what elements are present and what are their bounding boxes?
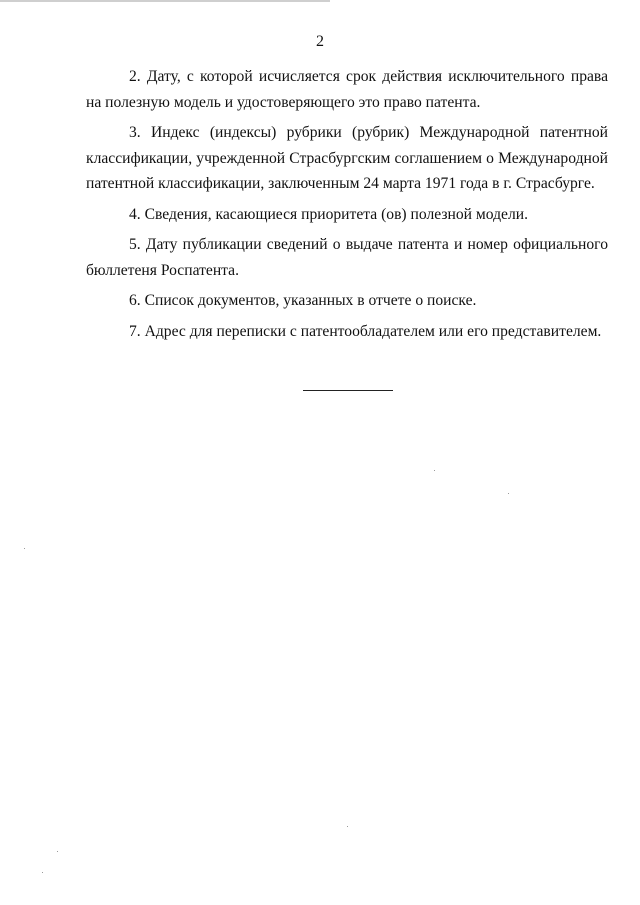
paragraph-6: 6. Список документов, указанных в отчете о поиске. <box>129 292 477 309</box>
closing-rule <box>303 390 393 391</box>
scan-top-edge <box>0 0 330 2</box>
page-number: 2 <box>316 33 324 50</box>
scan-speck <box>57 851 58 852</box>
scan-speck <box>24 548 25 549</box>
scan-speck <box>508 493 509 494</box>
paragraph-3: 3. Индекс (индексы) рубрики (рубрик) Международной патентной классификации, учрежденной Страсбургским соглашением о Международной патентной классификации, заключенным 24 марта 1971 года в г. Страсбурге. <box>86 124 608 192</box>
document-body <box>86 64 608 349</box>
paragraph-7: 7. Адрес для переписки с патентообладателем или его представителем. <box>129 322 602 340</box>
paragraph-2: 2. Дату, с которой исчисляется срок действия исключительного права на полезную модель и удостоверяющего это право патента. <box>86 68 608 111</box>
scan-speck <box>434 470 435 471</box>
paragraph-5: 5. Дату публикации сведений о выдаче патента и номер официального бюллетеня Роспатента. <box>86 236 608 279</box>
paragraph-4: 4. Сведения, касающиеся приоритета (ов) полезной модели. <box>129 205 528 223</box>
scan-speck <box>347 826 348 827</box>
scan-speck <box>42 872 43 873</box>
